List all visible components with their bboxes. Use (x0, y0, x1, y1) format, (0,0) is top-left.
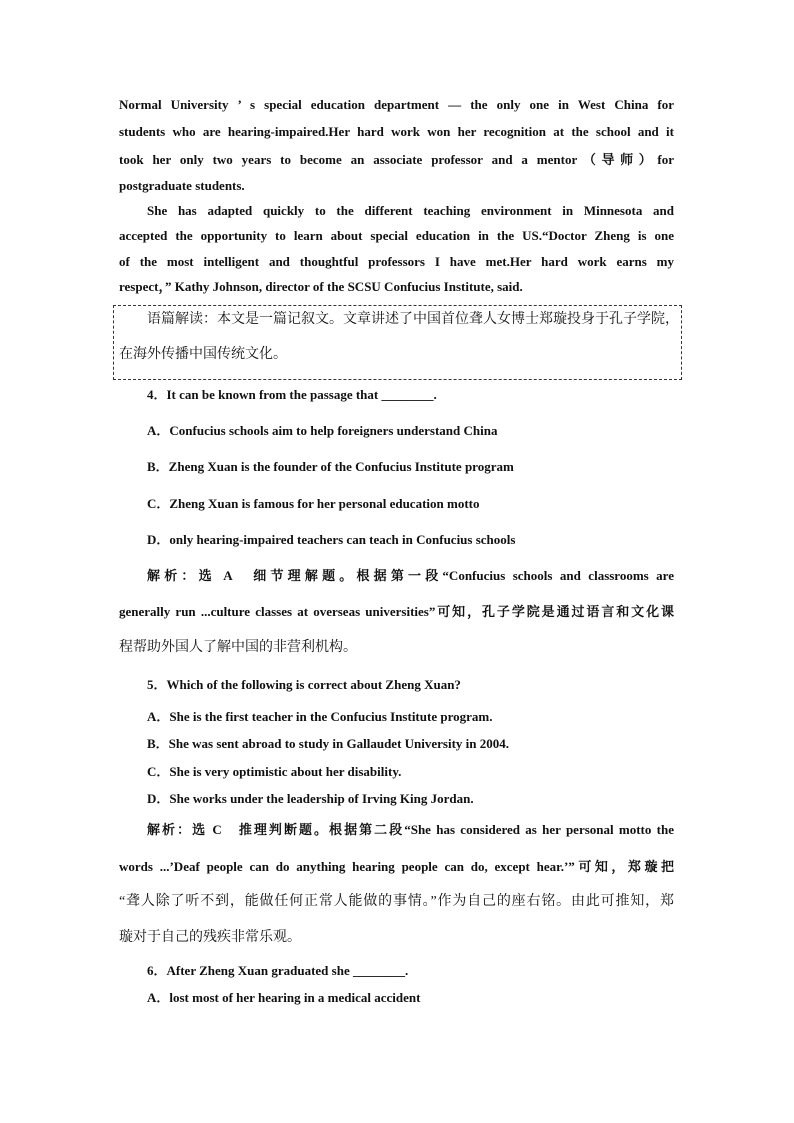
question-5-option-b: B．She was sent abroad to study in Gallaudet University in 2004. (147, 736, 510, 751)
question-4-option-d: D．only hearing-impaired teachers can teach in Confucius schools (147, 532, 516, 547)
paragraph-2-line-2: accepted the opportunity to learn about special education in the US.“Doctor Zheng is one (119, 228, 674, 243)
question-5-option-a: A．She is the first teacher in the Confucius Institute program. (147, 709, 493, 724)
question-6-stem: 6．After Zheng Xuan graduated she ________. (147, 963, 409, 978)
question-5-analysis-line-1: 解析：选 C 推理判断题。根据第二段“She has considered as her personal motto the (147, 822, 674, 837)
question-4-option-b: B．Zheng Xuan is the founder of the Confucius Institute program (147, 459, 514, 474)
paragraph-1-line-3: took her only two years to become an associate professor and a mentor（导师）for (119, 152, 674, 167)
paragraph-2-line-4: respect，” Kathy Johnson, director of the SCSU Confucius Institute, said. (119, 279, 523, 294)
question-5-option-d: D．She works under the leadership of Irving King Jordan. (147, 791, 474, 806)
question-6-option-a: A．lost most of her hearing in a medical accident (147, 990, 421, 1005)
question-4-option-c: C．Zheng Xuan is famous for her personal education motto (147, 496, 480, 511)
question-4-option-a: A．Confucius schools aim to help foreigners understand China (147, 423, 498, 438)
question-5-analysis-line-3: “聋人除了听不到，能做任何正常人能做的事情。”作为自己的座右铭。由此可推知，郑 (119, 894, 674, 909)
question-4-analysis-line-3: 程帮助外国人了解中国的非营利机构。 (119, 640, 357, 655)
question-4-analysis-line-2: generally run ...culture classes at overseas universities”可知，孔子学院是通过语言和文化课 (119, 604, 674, 619)
question-5-analysis-line-2: words ...’Deaf people can do anything hearing people can do, except hear.’”可知，郑璇把 (119, 859, 674, 874)
summary-box-line-1: 语篇解读：本文是一篇记叙文。文章讲述了中国首位聋人女博士郑璇投身于孔子学院， (147, 312, 679, 327)
question-5-option-c: C．She is very optimistic about her disability. (147, 764, 402, 779)
question-4-analysis-line-1: 解析：选 A 细节理解题。根据第一段“Confucius schools and classrooms are (147, 568, 674, 583)
paragraph-2-line-3: of the most intelligent and thoughtful professors I have met.Her hard work earns my (119, 254, 674, 269)
paragraph-1-line-1: Normal University ’ s special education department — the only one in West China for (119, 97, 674, 112)
paragraph-1-line-4: postgraduate students. (119, 178, 245, 193)
question-4-stem: 4．It can be known from the passage that ________. (147, 387, 437, 402)
paragraph-2-line-1: She has adapted quickly to the different teaching environment in Minnesota and (147, 203, 674, 218)
summary-box-line-2: 在海外传播中国传统文化。 (119, 347, 287, 362)
question-5-stem: 5．Which of the following is correct about Zheng Xuan? (147, 677, 461, 692)
paragraph-1-line-2: students who are hearing-impaired.Her hard work won her recognition at the school and it (119, 124, 674, 139)
question-5-analysis-line-4: 璇对于自己的残疾非常乐观。 (119, 930, 301, 945)
